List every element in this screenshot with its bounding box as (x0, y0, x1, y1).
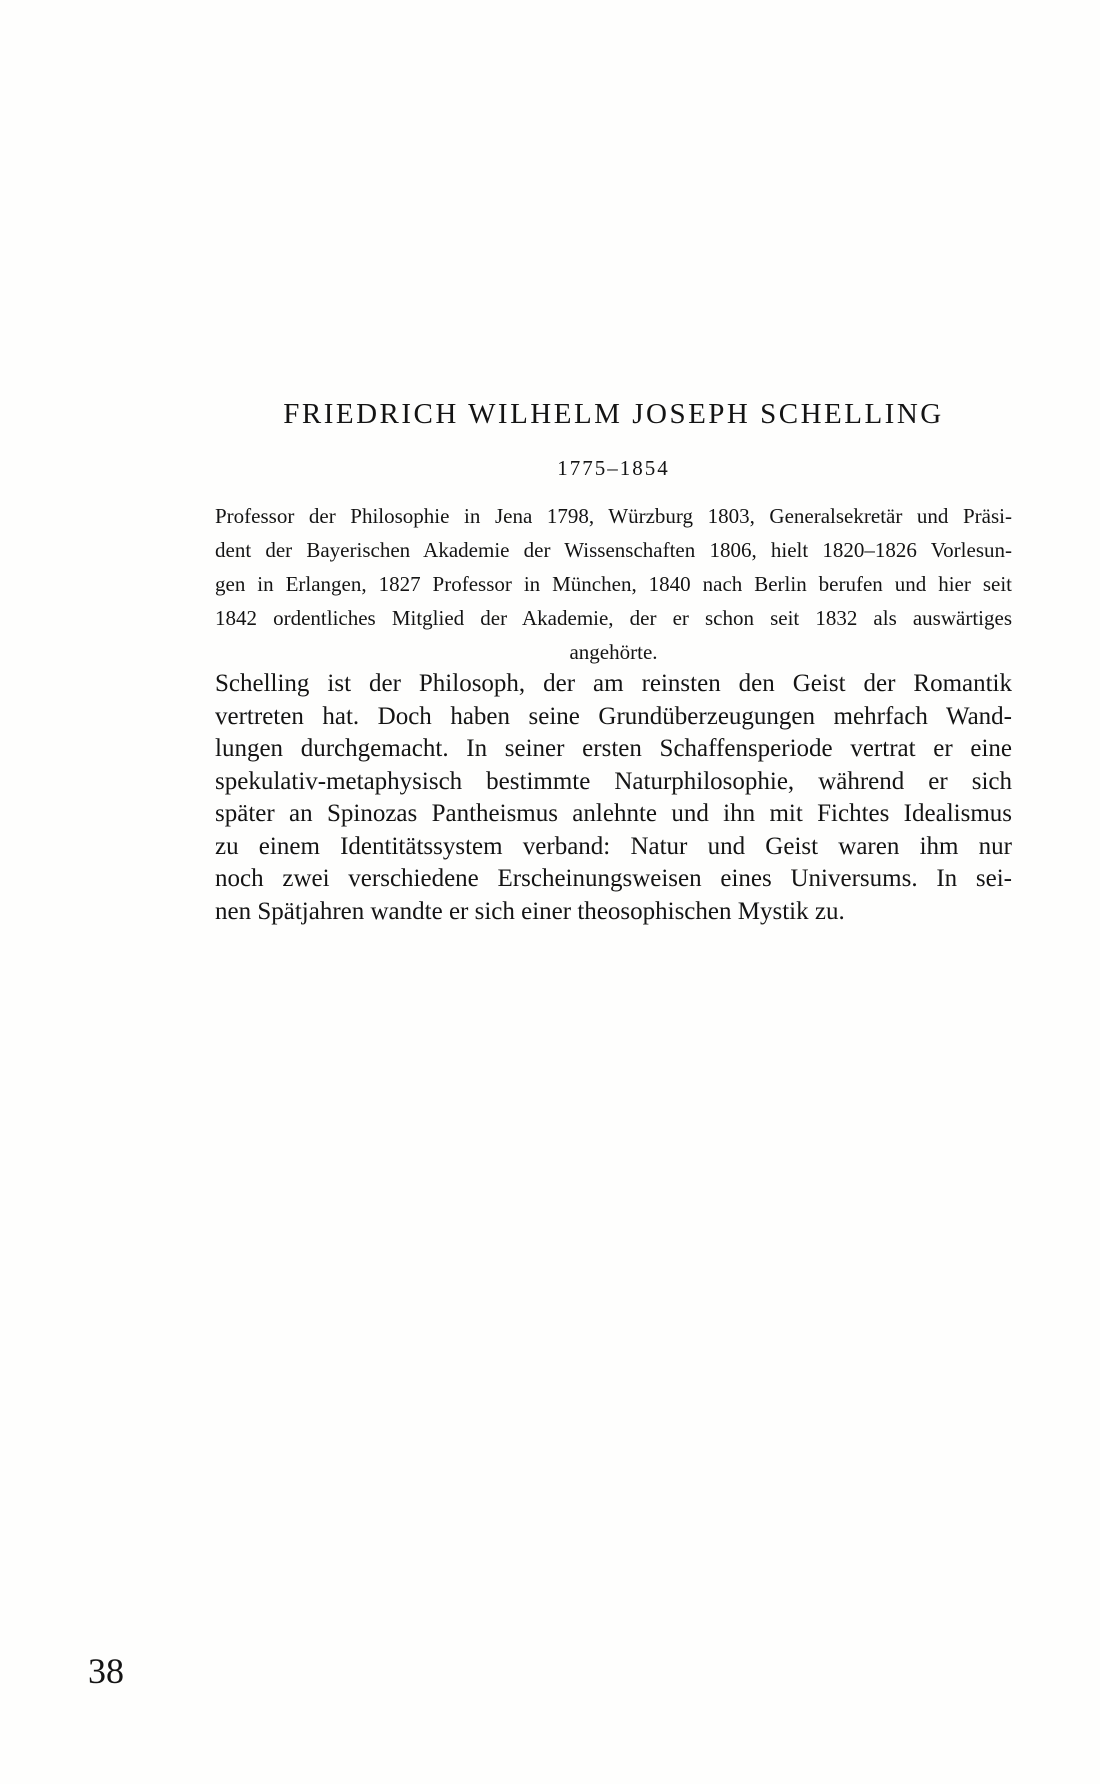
bio-line-last: angehörte. (569, 640, 658, 664)
body-line: zu einem Identitätssystem verband: Natur und Geist waren ihm nur (215, 832, 1012, 860)
body-line: lungen durchgemacht. In seiner ersten Schaffensperiode vertrat er eine (215, 735, 1012, 762)
life-dates: 1775–1854 (557, 456, 670, 480)
bio-note (215, 499, 1012, 669)
body-line: später an Spinozas Pantheismus anlehnte und ihn mit Fichtes Idealismus (215, 800, 1012, 827)
body-line: noch zwei verschiedene Erscheinungsweisen eines Universums. In sei- (215, 865, 1012, 892)
body-line: Schelling ist der Philosoph, der am reinsten den Geist der Romantik (215, 670, 1012, 697)
page-title: FRIEDRICH WILHELM JOSEPH SCHELLING (283, 398, 944, 430)
body-line: spekulativ-metaphysisch bestimmte Naturphilosophie, während er sich (215, 767, 1012, 795)
bio-line: gen in Erlangen, 1827 Professor in München, 1840 nach Berlin berufen und hier seit (215, 572, 1012, 596)
body-line-last: nen Spätjahren wandte er sich einer theosophischen Mystik zu. (215, 897, 845, 925)
bio-line: 1842 ordentliches Mitglied der Akademie, der er schon seit 1832 als auswärtiges (215, 606, 1012, 630)
bio-line: Professor der Philosophie in Jena 1798, Würzburg 1803, Generalsekretär und Präsi- (215, 504, 1012, 528)
main-paragraph (215, 668, 1012, 928)
bio-line: dent der Bayerischen Akademie der Wissenschaften 1806, hielt 1820–1826 Vorlesun- (215, 538, 1012, 562)
body-line: vertreten hat. Doch haben seine Grundüberzeugungen mehrfach Wand- (215, 702, 1012, 730)
page-number: 38 (88, 1651, 124, 1691)
